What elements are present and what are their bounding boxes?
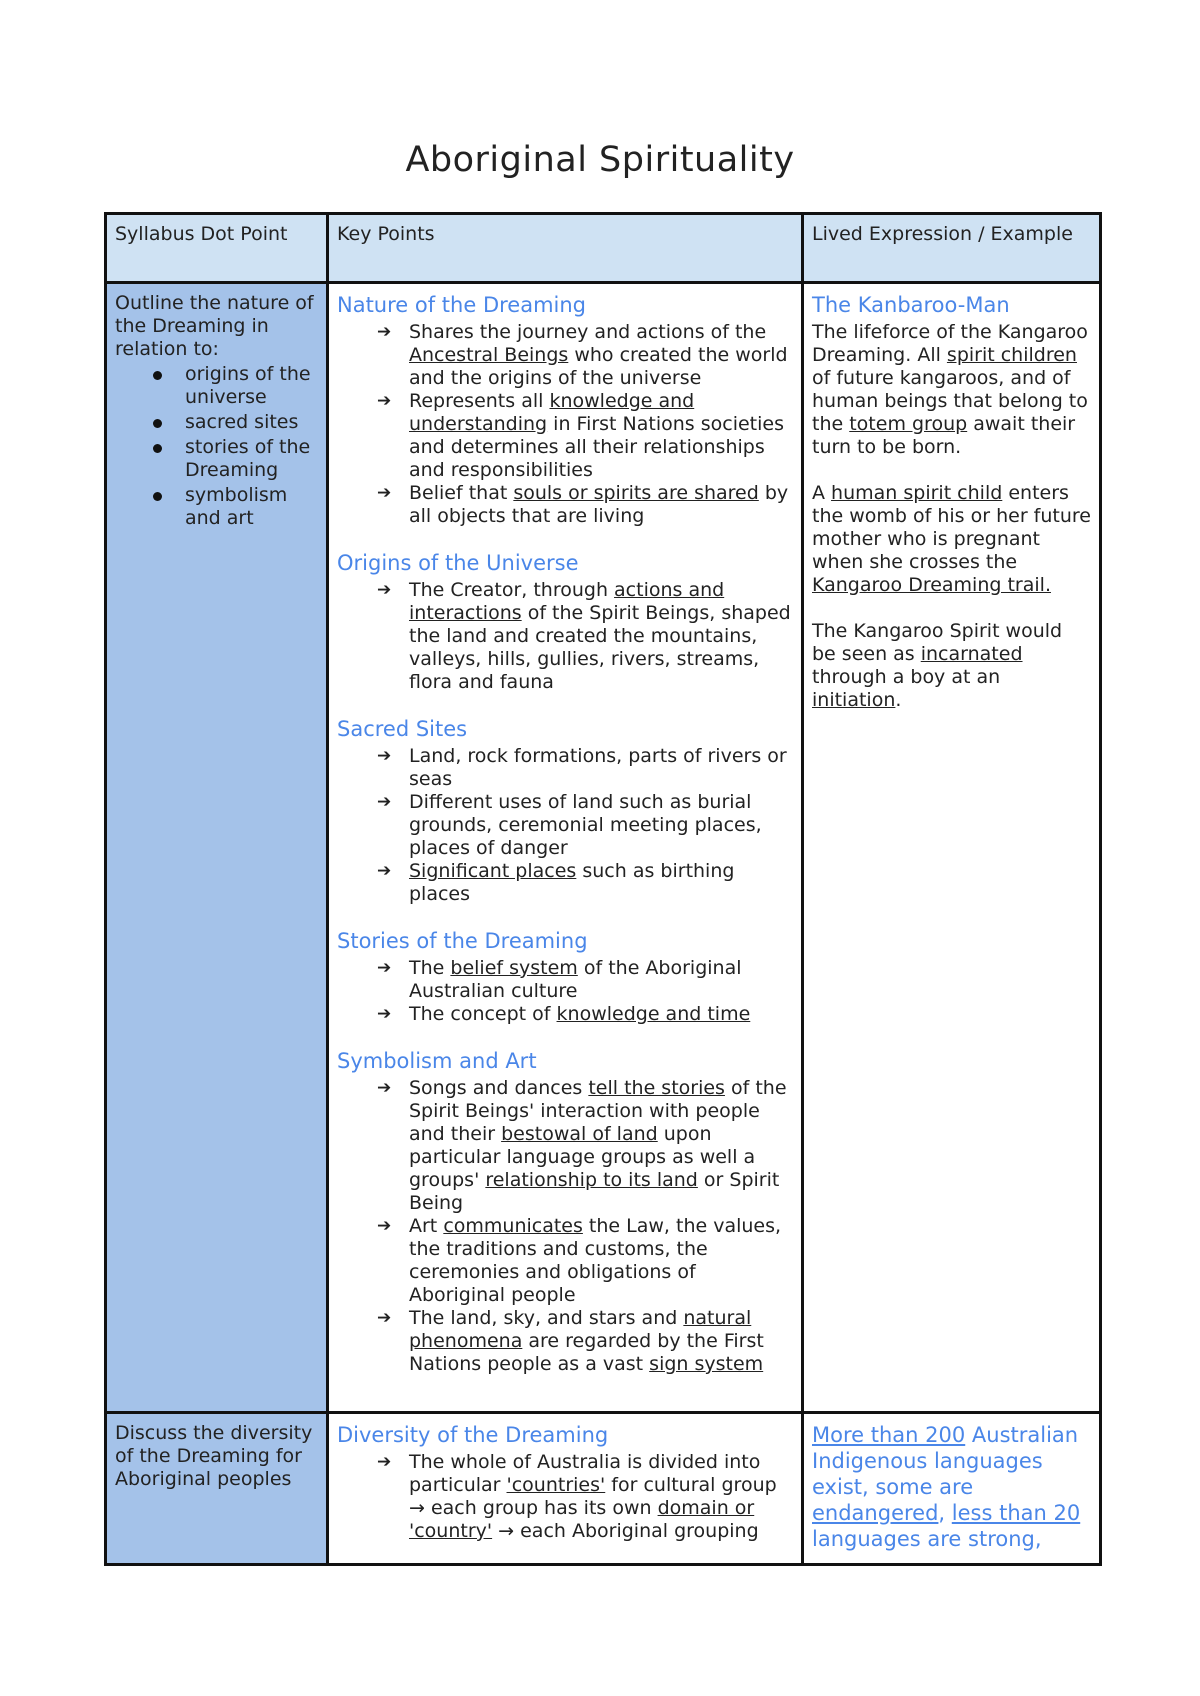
example-paragraph: The lifeforce of the Kangaroo Dreaming. All spirit children of future kangaroos, and of human beings that belong to the totem group await their turn to be born.: [812, 321, 1088, 458]
section-nature: [337, 292, 793, 528]
list-item: ➔ Art communicates the Law, the values, the traditions and customs, the ceremonies and obligations of Aboriginal people: [377, 1215, 782, 1306]
section-sacred: [337, 716, 793, 906]
section-heading: Stories of the Dreaming: [337, 929, 588, 953]
arrow-icon: ➔: [377, 958, 392, 978]
section-stories: [337, 928, 793, 1026]
table-row: [106, 283, 1101, 1413]
header-key-points: Key Points: [328, 214, 803, 283]
arrow-icon: ➔: [377, 580, 392, 600]
list-item: stories of the Dreaming: [153, 436, 318, 482]
syllabus-intro: Outline the nature of the Dreaming in relation to:: [115, 292, 314, 360]
table-row: [106, 1413, 1101, 1565]
list-item: ➔ The belief system of the Aboriginal Australian culture: [377, 957, 742, 1002]
section-heading: Sacred Sites: [337, 717, 468, 741]
list-item: ➔ Significant places such as birthing places: [377, 860, 735, 905]
header-row: [106, 214, 1101, 283]
example-cell: [803, 1413, 1101, 1565]
section-heading: Diversity of the Dreaming: [337, 1423, 609, 1447]
list-item: ➔ Songs and dances tell the stories of the Spirit Beings' interaction with people and their bestowal of land upon particular language groups as well a groups' relationship to its land or Spirit Being: [377, 1077, 787, 1214]
key-points-cell: [328, 1413, 803, 1565]
arrow-icon: ➔: [377, 1308, 392, 1328]
example-heading: The Kanbaroo-Man: [812, 293, 1010, 317]
list-item: ➔ The whole of Australia is divided into particular 'countries' for cultural group → each group has its own domain or 'country' → each Aboriginal grouping: [377, 1451, 777, 1542]
list-item: ➔ The Creator, through actions and interactions of the Spirit Beings, shaped the land and created the mountains, valleys, hills, gullies, rivers, streams, flora and fauna: [377, 579, 791, 693]
syllabus-cell: [106, 283, 328, 1413]
notes-table: [104, 212, 1102, 1566]
bullet-icon: [153, 371, 162, 380]
arrow-icon: ➔: [377, 1004, 392, 1024]
page-title: Aboriginal Spirituality: [405, 140, 795, 180]
list-item: ➔ Belief that souls or spirits are shared by all objects that are living: [377, 482, 789, 527]
list-item: ➔ Different uses of land such as burial grounds, ceremonial meeting places, places of danger: [377, 791, 762, 859]
list-item: ➔ The land, sky, and stars and natural phenomena are regarded by the First Nations people as a vast sign system: [377, 1307, 764, 1375]
small-arrow-icon: →: [409, 1497, 425, 1519]
bullet-icon: [153, 419, 162, 428]
section-origins: [337, 550, 793, 694]
example-paragraph: A human spirit child enters the womb of his or her future mother who is pregnant when she crosses the Kangaroo Dreaming trail.: [812, 482, 1091, 596]
list-item: ➔ Land, rock formations, parts of rivers or seas: [377, 745, 787, 790]
header-lived-expression: Lived Expression / Example: [803, 214, 1101, 283]
arrow-icon: ➔: [377, 1216, 392, 1236]
header-syllabus: Syllabus Dot Point: [106, 214, 328, 283]
arrow-icon: ➔: [377, 391, 392, 411]
example-cell: [803, 283, 1101, 1413]
arrow-icon: ➔: [377, 1452, 392, 1472]
list-item: ➔ Shares the journey and actions of the Ancestral Beings who created the world and the origins of the universe: [377, 321, 788, 389]
list-item: sacred sites: [153, 411, 318, 434]
arrow-icon: ➔: [377, 1078, 392, 1098]
example-paragraph: The Kangaroo Spirit would be seen as incarnated through a boy at an initiation.: [812, 620, 1063, 711]
syllabus-bullets: [115, 363, 318, 530]
arrow-icon: ➔: [377, 861, 392, 881]
example-paragraph: More than 200 Australian Indigenous languages exist, some are endangered, less than 20 languages are strong,: [812, 1423, 1081, 1551]
section-heading: Nature of the Dreaming: [337, 293, 587, 317]
arrow-icon: ➔: [377, 483, 392, 503]
list-item: ➔ The concept of knowledge and time: [377, 1003, 751, 1025]
section-heading: Origins of the Universe: [337, 551, 579, 575]
arrow-icon: ➔: [377, 746, 392, 766]
list-item: symbolism and art: [153, 484, 318, 530]
section-symbolism: [337, 1048, 793, 1376]
arrow-icon: ➔: [377, 322, 392, 342]
arrow-icon: ➔: [377, 792, 392, 812]
key-points-cell: [328, 283, 803, 1413]
bullet-icon: [153, 492, 162, 501]
section-heading: Symbolism and Art: [337, 1049, 537, 1073]
small-arrow-icon: →: [498, 1520, 515, 1542]
syllabus-cell: Discuss the diversity of the Dreaming for Aboriginal peoples: [106, 1413, 328, 1565]
list-item: ➔ Represents all knowledge and understanding in First Nations societies and determines all their relationships and responsibilities: [377, 390, 784, 481]
bullet-icon: [153, 444, 162, 453]
list-item: origins of the universe: [153, 363, 318, 409]
